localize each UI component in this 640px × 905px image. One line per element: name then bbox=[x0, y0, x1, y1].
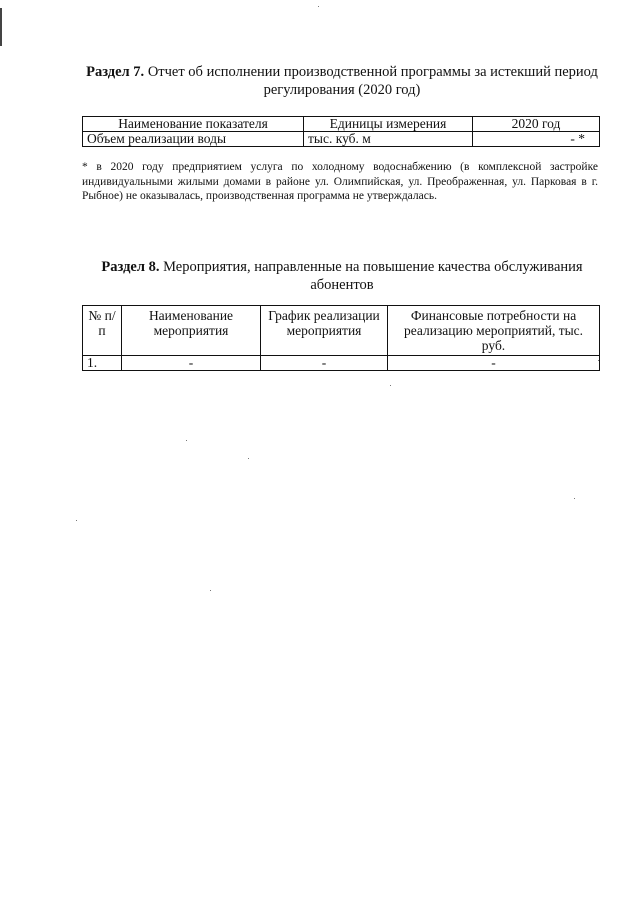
section8-title: Мероприятия, направленные на повышение качества обслуживания абонентов bbox=[163, 259, 583, 293]
section7-cell-unit: тыс. куб. м bbox=[304, 132, 473, 147]
table-row bbox=[83, 132, 600, 147]
section7-heading bbox=[82, 63, 602, 99]
scan-speck bbox=[186, 440, 187, 441]
scan-speck bbox=[248, 458, 249, 459]
scan-speck bbox=[76, 520, 77, 521]
scan-speck bbox=[318, 6, 319, 7]
section7-title: Отчет об исполнении производственной программы за истекший период регулирования (2020 год) bbox=[147, 64, 598, 98]
section7-header-indicator: Наименование показателя bbox=[83, 117, 304, 132]
section8-heading bbox=[82, 258, 602, 294]
table-row bbox=[83, 356, 600, 371]
scan-edge-mark bbox=[0, 8, 2, 46]
section8-cell-finance: - bbox=[388, 356, 600, 371]
section8-cell-number: 1. bbox=[83, 356, 122, 371]
section7-header-unit: Единицы измерения bbox=[304, 117, 473, 132]
section7-cell-value: - * bbox=[473, 132, 600, 147]
scan-speck bbox=[210, 590, 211, 591]
scan-speck bbox=[574, 498, 575, 499]
section8-header-number: № п/п bbox=[83, 306, 122, 356]
section8-header-schedule: График реализации мероприятия bbox=[261, 306, 388, 356]
section7-header-year: 2020 год bbox=[473, 117, 600, 132]
section7-cell-indicator: Объем реализации воды bbox=[83, 132, 304, 147]
section8-header-name: Наименование мероприятия bbox=[122, 306, 261, 356]
section7-table bbox=[82, 116, 600, 147]
section7-footnote: * в 2020 году предприятием услуга по холодному водоснабжению (в комплексной застройке индивидуальными жилыми домами в районе ул. Олимпийская, ул. Преображенная, ул. Парковая в г. Рыбное) не оказывалась, производственная программа не утверждалась. bbox=[82, 161, 598, 202]
section8-table bbox=[82, 305, 600, 371]
section8-number: Раздел 8. bbox=[101, 259, 160, 275]
section8-cell-schedule: - bbox=[261, 356, 388, 371]
section7-table-header-row bbox=[83, 117, 600, 132]
scan-speck bbox=[390, 385, 391, 386]
section8-cell-name: - bbox=[122, 356, 261, 371]
section7-number: Раздел 7. bbox=[86, 64, 145, 80]
section8-table-header-row bbox=[83, 306, 600, 356]
section8-header-finance: Финансовые потребности на реализацию мероприятий, тыс. руб. bbox=[388, 306, 600, 356]
